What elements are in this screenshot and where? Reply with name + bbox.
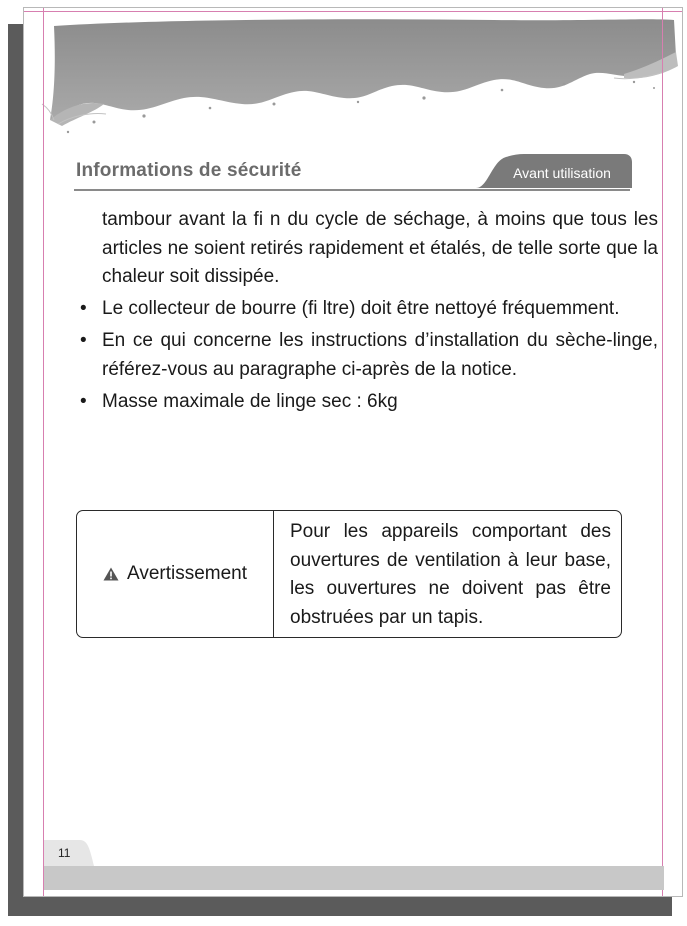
body-text xyxy=(78,206,658,421)
warning-box xyxy=(76,510,622,638)
list-item-text: Le collecteur de bourre (fi ltre) doit être nettoyé fréquemment. xyxy=(102,297,620,319)
list-item-text: En ce qui concerne les instructions d’installation du sèche-linge, référez-vous au paragraphe ci-après de la notice. xyxy=(102,330,658,380)
page-number: 11 xyxy=(58,846,71,860)
list-item xyxy=(78,295,658,324)
warning-text: Pour les appareils comportant des ouvertures de ventilation à leur base, les ouvertures ne doivent pas être obstruées par un tapis. xyxy=(290,521,611,628)
section-title: Informations de sécurité xyxy=(76,160,302,181)
manual-page xyxy=(23,7,683,897)
list-item xyxy=(78,388,658,417)
warning-label-cell xyxy=(77,511,274,637)
trim-line-top xyxy=(24,11,683,12)
list-item-text: Masse maximale de linge sec : 6kg xyxy=(102,391,398,412)
header-wave-decoration xyxy=(24,8,683,153)
bullet-dot: • xyxy=(80,391,87,412)
warning-triangle-icon xyxy=(103,567,119,581)
title-underline xyxy=(74,189,630,191)
trim-line-right xyxy=(662,8,663,897)
warning-label: Avertissement xyxy=(126,563,248,584)
list-item xyxy=(78,327,658,384)
bullet-dot: • xyxy=(80,330,87,351)
continuation-paragraph: tambour avant la fi n du cycle de séchage, à moins que tous les articles ne soient retirés rapidement et étalés, de telle sorte que la chaleur soit dissipée. xyxy=(102,209,658,287)
section-tab-label: Avant utilisation xyxy=(513,165,611,181)
trim-line-left xyxy=(43,8,44,897)
bullet-dot: • xyxy=(80,297,87,319)
footer-strip xyxy=(44,866,664,890)
